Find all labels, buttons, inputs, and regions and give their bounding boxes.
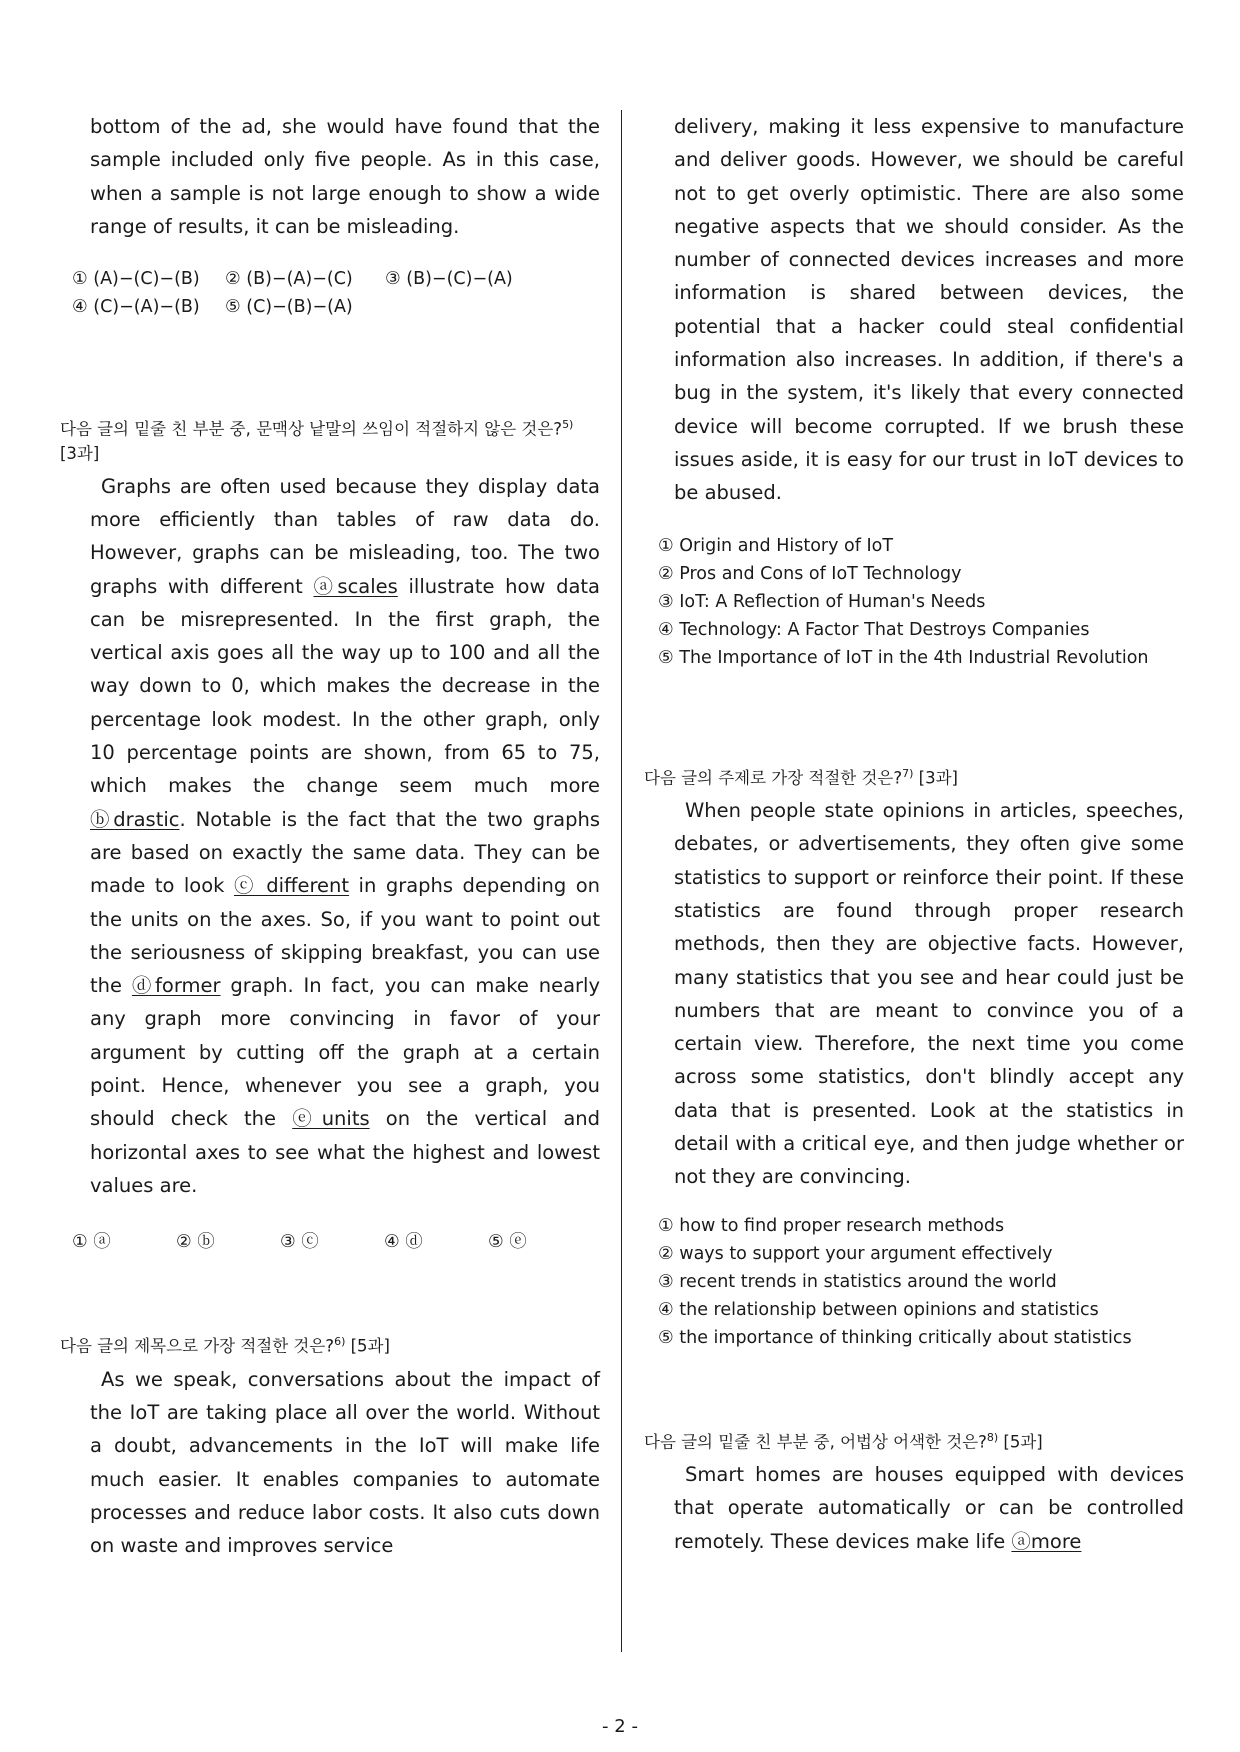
question-6-choices [658, 532, 1184, 672]
answer-choices [72, 1228, 600, 1256]
underline-c: ⓒ different [233, 874, 350, 898]
left-column [60, 110, 600, 1563]
choice-4[interactable]: ④ ⓓ [384, 1232, 423, 1253]
choice-5[interactable]: ⑤ (C)−(B)−(A) [225, 297, 353, 318]
question-title: 다음 글의 밑줄 친 부분 중, 문맥상 낱말의 쓰임이 적절하지 않은 것은?$^{5)}$ [3과] [60, 418, 574, 463]
choice-1[interactable]: ① how to find proper research methods [658, 1215, 1005, 1236]
underline-e: ⓔunits [292, 1107, 370, 1131]
choice-5[interactable]: ⑤ ⓔ [488, 1232, 527, 1253]
choice-5[interactable]: ⑤ the importance of thinking critically about statistics [658, 1327, 1132, 1348]
choice-2[interactable]: ② (B)−(A)−(C) [225, 269, 353, 290]
passage-continued: delivery, making it less expensive to manufacture and deliver goods. However, we should be careful not to get overly optimistic. There are also some negative aspects that we should consider. As the number of connected devices increases and more information is shared between devices, the potential that a hacker could steal confidential information also increases. In addition, if there's a bug in the system, it's likely that every connected device will become corrupted. If we brush these issues aside, it is easy for our trust in IoT devices to be abused. [674, 115, 1184, 505]
choice-3[interactable]: ③ IoT: A Reflection of Human's Needs [658, 591, 986, 612]
underline-a: ⓐmore [1011, 1529, 1082, 1553]
choice-2[interactable]: ② ways to support your argument effectively [658, 1243, 1053, 1264]
question-6 [60, 1330, 600, 1562]
question-title: 다음 글의 제목으로 가장 적절한 것은?$^{6)}$ [5과] [60, 1335, 390, 1356]
underline-d: ⓓformer [131, 974, 221, 998]
column-divider [621, 110, 622, 1652]
choice-2[interactable]: ② Pros and Cons of IoT Technology [658, 563, 962, 584]
question-7 [644, 762, 1184, 1352]
answer-choices [658, 1212, 1184, 1352]
choice-3[interactable]: ③ (B)−(C)−(A) [385, 269, 513, 290]
choice-1[interactable]: ① ⓐ [72, 1232, 111, 1253]
choice-4[interactable]: ④ Technology: A Factor That Destroys Companies [658, 619, 1090, 640]
order-choices [72, 265, 600, 321]
right-column [644, 110, 1184, 1558]
previous-passage-end: bottom of the ad, she would have found that the sample included only five people. As in this case, when a sample is not large enough to show a wide range of results, it can be misleading. [90, 115, 600, 238]
choice-4[interactable]: ④ the relationship between opinions and statistics [658, 1299, 1099, 1320]
choice-3[interactable]: ③ recent trends in statistics around the world [658, 1271, 1057, 1292]
underline-b: ⓑdrastic [90, 807, 180, 831]
choice-5[interactable]: ⑤ The Importance of IoT in the 4th Industrial Revolution [658, 647, 1149, 668]
choice-2[interactable]: ② ⓑ [176, 1232, 215, 1253]
question-title: 다음 글의 밑줄 친 부분 중, 어법상 어색한 것은?$^{8)}$ [5과] [644, 1430, 1043, 1452]
choice-4[interactable]: ④ (C)−(A)−(B) [72, 297, 200, 318]
question-5 [60, 413, 600, 1256]
choice-1[interactable]: ① Origin and History of IoT [658, 535, 894, 556]
page-number: - 2 - [602, 1716, 638, 1737]
question-8 [644, 1426, 1184, 1558]
passage: When people state opinions in articles, speeches, debates, or advertisements, they often give some statistics to support or reinforce their point. If these statistics are found through proper research methods, then they are objective facts. However, many statistics that you see and hear could just be numbers that are meant to convince you of a certain view. Therefore, the next time you come across some statistics, don't blindly accept any data that is presented. Look at the statistics in detail with a critical eye, and then judge whether or not they are convincing. [674, 799, 1184, 1189]
passage: As we speak, conversations about the impact of the IoT are taking place all over the world. Without a doubt, advancements in the IoT will make life much easier. It enables companies to automate processes and reduce labor costs. It also cuts down on waste and improves service [90, 1367, 600, 1558]
passage: Graphs are often used because they display data more efficiently than tables of raw data do. However, graphs can be misleading, too. The two graphs with different ⓐscales illustrate how data can be misrepresented. In the first graph, the vertical axis goes all the way up to 100 and all the way down to 0, which makes the decrease in the percentage look modest. In the other graph, only 10 percentage points are shown, from 65 to 75, which makes the change seem much more ⓑdrastic. Notable is the fact that the two graphs are based on exactly the same data. They can be made to look ⓒ different in graphs depending on the units on the axes. So, if you want to point out the seriousness of skipping breakfast, you can use the ⓓformer graph. In fact, you can make nearly any graph more convincing in favor of your argument by cutting off the graph at a certain point. Hence, whenever you see a graph, you should check the ⓔunits on the vertical and horizontal axes to see what the highest and lowest values are. [90, 474, 601, 1197]
choice-1[interactable]: ① (A)−(C)−(B) [72, 269, 200, 290]
question-title: 다음 글의 주제로 가장 적절한 것은?$^{7)}$ [3과] [644, 766, 958, 788]
underline-a: ⓐscales [313, 574, 398, 598]
passage: Smart homes are houses equipped with devices that operate automatically or can be controlled remotely. These devices make life ⓐmore [674, 1463, 1184, 1553]
choice-3[interactable]: ③ ⓒ [280, 1232, 319, 1253]
